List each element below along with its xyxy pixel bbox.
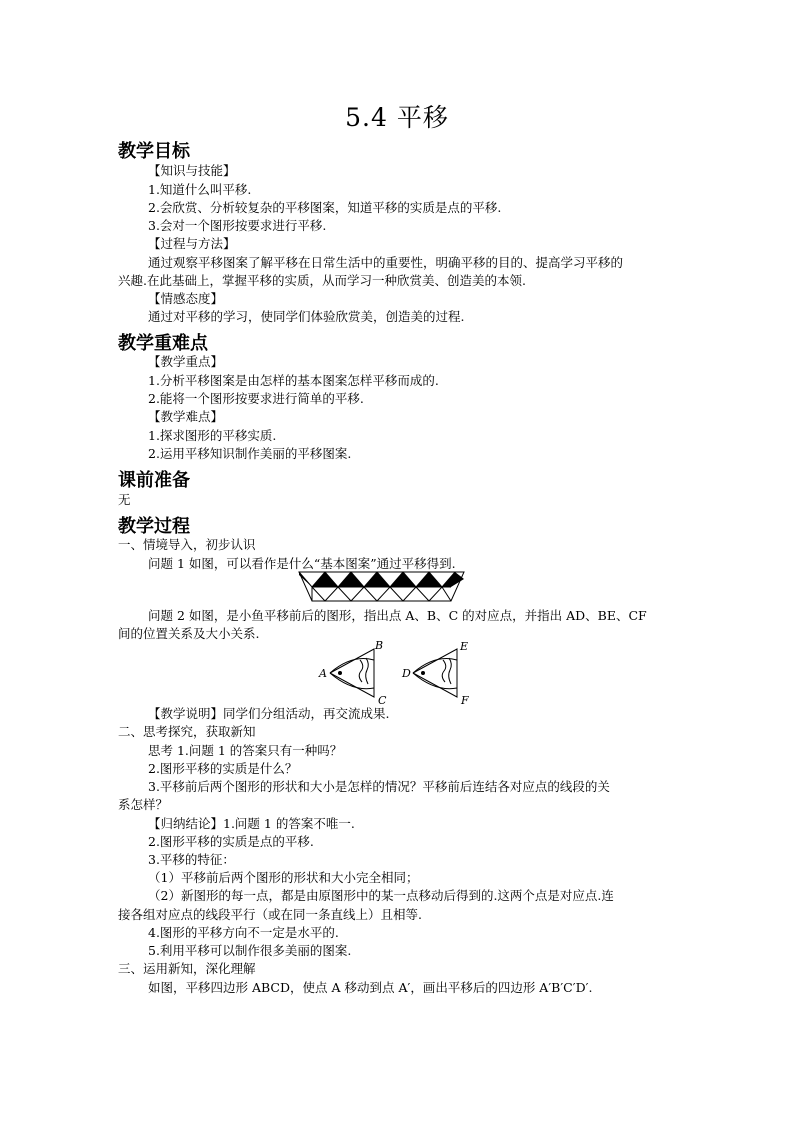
teaching-note: 【教学说明】同学们分组活动，再交流成果. <box>148 706 390 721</box>
emotion-line-1: 通过对平移的学习，使同学们体验欣赏美，创造美的过程. <box>148 309 465 324</box>
preparation-text: 无 <box>118 492 131 507</box>
fish-label-d: D <box>402 667 411 680</box>
conclusion-2: 2.图形平移的实质是点的平移. <box>148 834 314 849</box>
heading-preparation: 课前准备 <box>118 470 190 491</box>
process-method-line-2: 兴趣.在此基础上，掌握平移的实质，从而学习一种欣赏美、创造美的本领. <box>118 273 526 288</box>
process-method-line-1: 通过观察平移图案了解平移在日常生活中的重要性，明确平移的目的、提高学习平移的 <box>148 255 624 270</box>
part2-title: 二、思考探究，获取新知 <box>118 724 256 739</box>
conclusion-3: 3.平移的特征： <box>148 852 235 867</box>
heading-teaching-goals: 教学目标 <box>118 141 190 162</box>
knowledge-item-2: 2.会欣赏、分析较复杂的平移图案，知道平移的实质是点的平移. <box>148 200 502 215</box>
part1-title: 一、情境导入，初步认识 <box>118 537 256 552</box>
think-3-line-1: 3.平移前后两个图形的形状和大小是怎样的情况？平移前后连结各对应点的线段的关 <box>148 779 610 794</box>
think-3-line-2: 系怎样？ <box>118 797 169 812</box>
key-points-title: 【教学重点】 <box>148 354 224 369</box>
knowledge-skills-title: 【知识与技能】 <box>148 163 236 178</box>
fish-label-a: A <box>319 667 327 680</box>
page-title: 5.4 平移 <box>345 103 449 132</box>
feature-2-line-2: 接各组对应点的线段平行（或在同一条直线上）且相等. <box>118 907 422 922</box>
fish-translation-figure <box>316 640 486 706</box>
heading-key-difficult: 教学重难点 <box>118 333 208 354</box>
question-2-line-2: 间的位置关系及大小关系. <box>118 626 260 641</box>
process-method-title: 【过程与方法】 <box>148 236 236 251</box>
feature-1: （1）平移前后两个图形的形状和大小完全相同； <box>148 870 419 885</box>
apply-question: 如图，平移四边形 ABCD，使点 A 移动到点 A′，画出平移后的四边形 A′B′C′D′. <box>148 980 593 995</box>
part3-title: 三、运用新知，深化理解 <box>118 961 256 976</box>
fish-label-f: F <box>461 694 469 706</box>
emotion-title: 【情感态度】 <box>148 291 224 306</box>
think-1: 思考 1.问题 1 的答案只有一种吗？ <box>148 743 343 758</box>
conclusion-4: 4.图形的平移方向不一定是水平的. <box>148 925 339 940</box>
heading-teaching-process: 教学过程 <box>118 516 190 537</box>
triangle-pattern-figure <box>298 570 468 606</box>
think-2: 2.图形平移的实质是什么？ <box>148 761 298 776</box>
difficult-point-2: 2.运用平移知识制作美丽的平移图案. <box>148 446 352 461</box>
question-2-line-1: 问题 2 如图，是小鱼平移前后的图形，指出点 A、B、C 的对应点，并指出 AD、BE、CF <box>148 608 647 623</box>
question-1: 问题 1 如图，可以看作是什么“基本图案”通过平移得到. <box>148 556 456 571</box>
fish-label-e: E <box>460 640 469 653</box>
difficult-points-title: 【教学难点】 <box>148 409 224 424</box>
conclusion-1: 【归纳结论】1.问题 1 的答案不唯一. <box>148 816 355 831</box>
key-point-2: 2.能将一个图形按要求进行简单的平移. <box>148 391 364 406</box>
conclusion-5: 5.利用平移可以制作很多美丽的图案. <box>148 943 352 958</box>
fish-label-b: B <box>375 640 384 652</box>
key-point-1: 1.分析平移图案是由怎样的基本图案怎样平移而成的. <box>148 373 439 388</box>
fish-label-c: C <box>378 694 387 706</box>
knowledge-item-1: 1.知道什么叫平移. <box>148 182 252 197</box>
knowledge-item-3: 3.会对一个图形按要求进行平移. <box>148 218 327 233</box>
feature-2-line-1: （2）新图形的每一点，都是由原图形中的某一点移动后得到的.这两个点是对应点.连 <box>148 888 614 903</box>
difficult-point-1: 1.探求图形的平移实质. <box>148 428 277 443</box>
